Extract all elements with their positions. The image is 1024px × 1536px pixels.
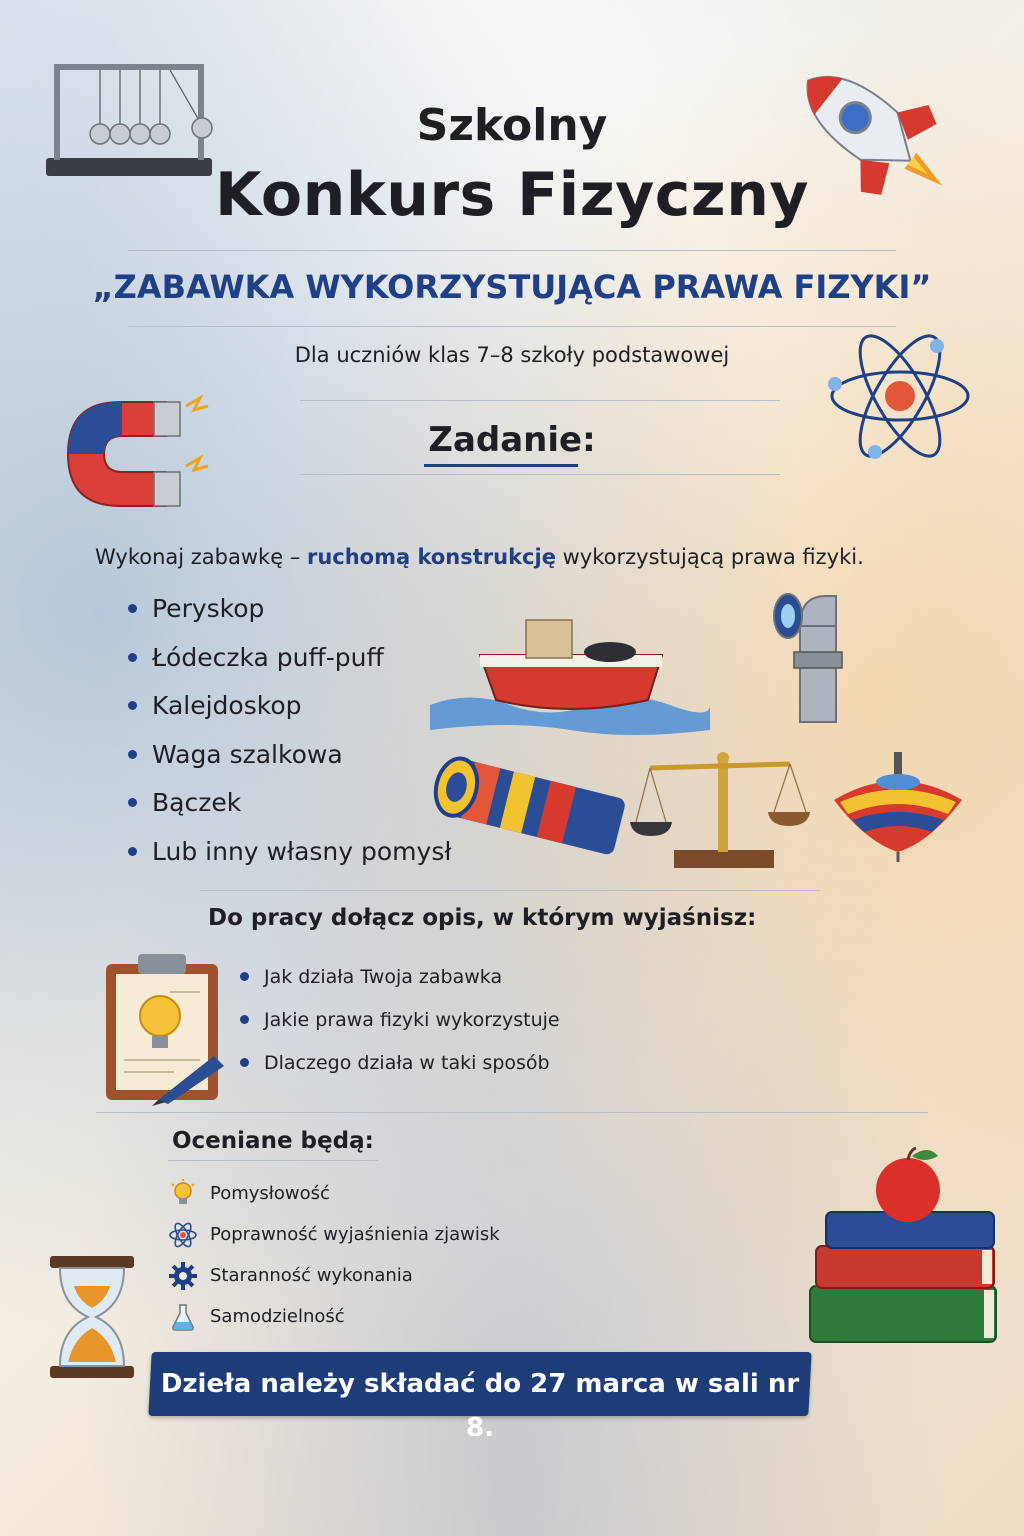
divider <box>300 400 780 401</box>
list-item: Bączek <box>128 786 451 835</box>
criteria-label: Samodzielność <box>210 1306 345 1327</box>
criteria-item <box>168 1173 500 1214</box>
title-line-2: Konkurs Fizyczny <box>214 160 810 230</box>
list-item: Lub inny własny pomysł <box>128 835 451 884</box>
list-item: Dlaczego działa w taki sposób <box>240 1048 560 1091</box>
list-item: Waga szalkowa <box>128 738 451 787</box>
list-item: Peryskop <box>128 592 451 641</box>
task-text-before: Wykonaj zabawkę – <box>95 545 307 569</box>
kaleidoscope-icon <box>426 756 631 856</box>
criteria-label: Staranność wykonania <box>210 1265 413 1286</box>
criteria-item <box>168 1214 500 1255</box>
atom-icon <box>168 1220 198 1250</box>
criteria-heading: Oceniane będą: <box>172 1128 374 1154</box>
criteria-item <box>168 1255 500 1296</box>
divider <box>168 1160 378 1161</box>
list-item: Łódeczka puff-puff <box>128 641 451 690</box>
flask-icon <box>168 1302 198 1332</box>
magnet-icon <box>62 396 212 514</box>
description-list <box>240 962 560 1091</box>
atom-icon <box>825 328 975 464</box>
task-description <box>95 545 945 569</box>
periscope-icon <box>766 586 862 726</box>
toy-list <box>128 592 451 884</box>
divider <box>128 250 896 251</box>
divider <box>300 474 780 475</box>
newtons-cradle-icon <box>40 58 220 180</box>
list-item: Jak działa Twoja zabawka <box>240 962 560 1005</box>
clipboard-lightbulb-icon <box>104 952 228 1104</box>
deadline-text: Dzieła należy składać do 27 marca w sali nr 8. <box>160 1369 800 1443</box>
puff-puff-boat-icon <box>430 610 710 740</box>
task-text-highlight: ruchomą konstrukcję <box>306 545 556 569</box>
audience-text: Dla uczniów klas 7–8 szkoły podstawowej <box>294 343 730 367</box>
list-item: Kalejdoskop <box>128 689 451 738</box>
list-item: Jakie prawa fizyki wykorzystuje <box>240 1005 560 1048</box>
contest-subtitle: „ZABAWKA WYKORZYSTUJĄCA PRAWA FIZYKI” <box>92 268 932 306</box>
criteria-label: Pomysłowość <box>210 1183 330 1204</box>
divider <box>128 326 896 327</box>
task-heading-underline <box>424 464 578 467</box>
title-line-1: Szkolny <box>416 100 608 151</box>
divider <box>96 1112 928 1113</box>
criteria-list <box>168 1173 500 1337</box>
books-apple-icon <box>806 1150 1006 1350</box>
description-heading: Do pracy dołącz opis, w którym wyjaśnisz: <box>208 905 757 931</box>
divider <box>200 890 820 891</box>
task-heading: Zadanie: <box>428 420 596 460</box>
task-text-after: wykorzystującą prawa fizyki. <box>555 545 864 569</box>
lightbulb-icon <box>168 1179 198 1209</box>
balance-scale-icon <box>630 742 810 872</box>
rocket-icon <box>770 58 980 208</box>
criteria-label: Poprawność wyjaśnienia zjawisk <box>210 1224 500 1245</box>
gear-icon <box>168 1261 198 1291</box>
criteria-item <box>168 1296 500 1337</box>
spinning-top-icon <box>830 752 966 864</box>
hourglass-icon <box>44 1254 140 1380</box>
